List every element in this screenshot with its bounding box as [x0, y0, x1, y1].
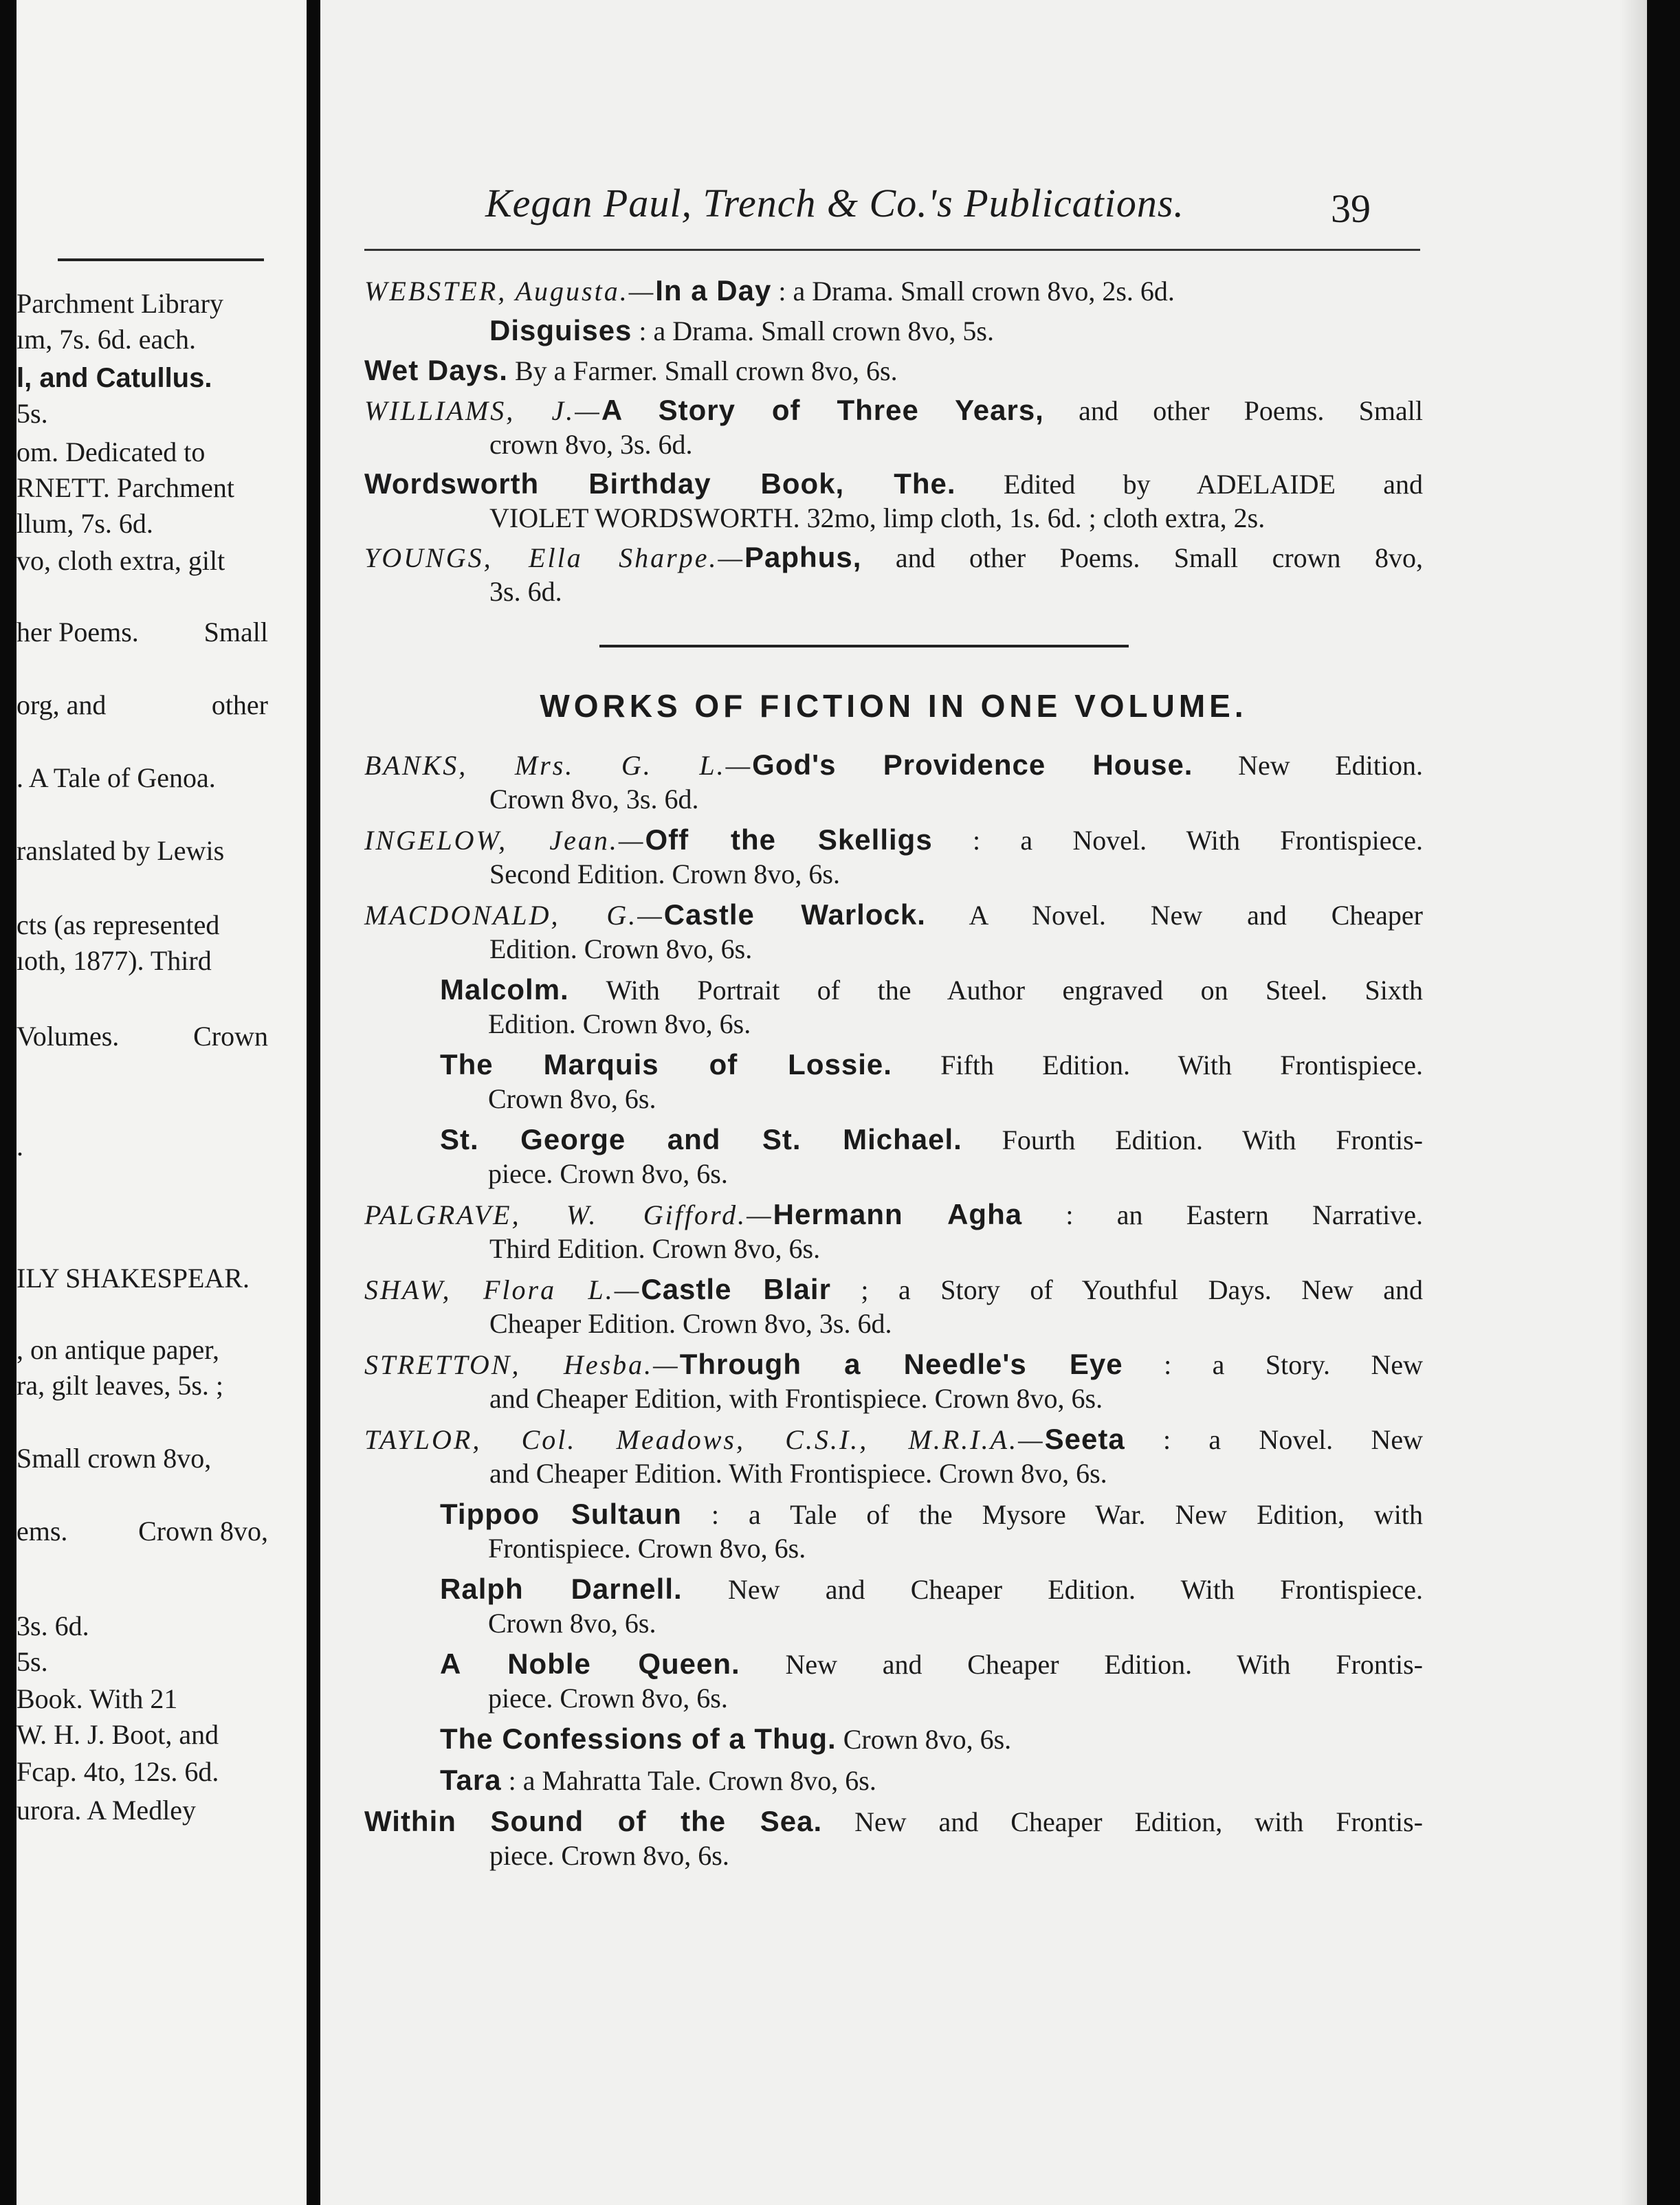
section-divider — [599, 645, 1129, 647]
entry-first-line — [364, 393, 1423, 428]
entry-details: and other Poems. Small crown 8vo, — [861, 542, 1423, 573]
left-page-line — [16, 362, 268, 395]
left-page-line-text: org, and — [16, 689, 107, 720]
entry-first-line — [364, 313, 1423, 348]
entry-title: Malcolm. — [440, 973, 569, 1006]
entry-continuation: Edition. Crown 8vo, 6s. — [488, 1008, 751, 1039]
entry-first-line — [364, 1763, 1423, 1797]
entry-title: God's Providence House. — [752, 749, 1193, 781]
entry-title: Ralph Darnell. — [440, 1573, 683, 1605]
entry-author: PALGRAVE, W. Gifford.— — [364, 1199, 773, 1230]
left-page-line — [16, 1333, 268, 1366]
entry-title: St. George and St. Michael. — [440, 1123, 962, 1155]
entry-details: : a Mahratta Tale. Crown 8vo, 6s. — [501, 1765, 876, 1796]
left-page-fragment — [16, 0, 307, 2205]
entry-first-line — [364, 467, 1423, 501]
fiction-entry — [364, 1572, 1423, 1640]
entry-details: Crown 8vo, 6s. — [836, 1724, 1012, 1755]
entry-details: By a Farmer. Small crown 8vo, 6s. — [507, 355, 898, 386]
entry-details: : a Novel. With Frontispiece. — [932, 825, 1423, 856]
left-page-line — [16, 1683, 268, 1716]
entry-details: : a Story. New — [1123, 1349, 1423, 1380]
left-page-rule — [58, 258, 264, 261]
left-page-line — [16, 323, 268, 356]
entry-continuation: VIOLET WORDSWORTH. 32mo, limp cloth, 1s. 6d. ; cloth extra, 2s. — [489, 502, 1265, 533]
entry-first-line — [364, 353, 1423, 388]
left-page-line — [16, 436, 268, 469]
entry-continuation: Second Edition. Crown 8vo, 6s. — [489, 858, 840, 889]
entry-first-line — [364, 1804, 1423, 1839]
entry-continuation: Frontispiece. Crown 8vo, 6s. — [488, 1533, 806, 1564]
left-page-line-text: om. Dedicated to — [16, 436, 206, 467]
fiction-entry — [364, 1122, 1423, 1190]
left-page-line-tail: Small — [203, 617, 268, 647]
left-page-line — [16, 472, 268, 505]
catalog-entry — [364, 274, 1423, 308]
entry-title: In a Day — [655, 274, 772, 307]
entry-details: Edited by ADELAIDE and — [955, 469, 1423, 500]
left-page-line-tail: Crown — [193, 1021, 268, 1052]
entry-first-line — [364, 823, 1423, 857]
entry-author: STRETTON, Hesba.— — [364, 1349, 680, 1380]
fiction-entry — [364, 1197, 1423, 1265]
entry-continuation: Crown 8vo, 3s. 6d. — [489, 784, 699, 815]
left-page-line-text: Parchment Library — [16, 288, 223, 319]
entry-details: New and Cheaper Edition. With Frontis- — [740, 1649, 1423, 1680]
left-page-line — [16, 1646, 268, 1678]
fiction-entry — [364, 1347, 1423, 1415]
left-page-line — [16, 1130, 268, 1163]
entry-first-line — [364, 1497, 1423, 1531]
entry-first-line — [364, 274, 1423, 308]
left-page-line — [16, 1755, 268, 1788]
left-page-line-text: , on antique paper, — [16, 1334, 219, 1365]
entry-first-line — [364, 1572, 1423, 1606]
entry-title: Disguises — [489, 314, 632, 346]
left-page-line — [16, 1610, 268, 1643]
book-spine — [307, 0, 320, 2205]
left-page-line-text: Fcap. 4to, 12s. 6d. — [16, 1756, 219, 1787]
entry-details: ; a Story of Youthful Days. New and — [830, 1274, 1423, 1305]
left-page-line-text: vo, cloth extra, gilt — [16, 545, 225, 576]
entry-first-line — [364, 748, 1423, 782]
left-page-line — [16, 909, 268, 942]
catalog-entry — [364, 540, 1423, 608]
entry-title: The Confessions of a Thug. — [440, 1722, 837, 1755]
entry-details: : a Tale of the Mysore War. New Edition, with — [681, 1499, 1423, 1530]
entry-author: BANKS, Mrs. G. L.— — [364, 750, 753, 781]
left-page-line — [16, 1369, 268, 1402]
entry-title: Castle Warlock. — [663, 898, 926, 931]
entry-first-line — [364, 540, 1423, 575]
left-page-line-text: l, and Catullus. — [16, 363, 212, 393]
entry-author: INGELOW, Jean.— — [364, 825, 645, 856]
running-head: Kegan Paul, Trench & Co.'s Publications. — [485, 181, 1184, 225]
left-page-line — [16, 397, 268, 430]
left-page-line-text: Volumes. — [16, 1021, 120, 1052]
page-edge-shadow — [1620, 0, 1647, 2205]
entry-continuation: Cheaper Edition. Crown 8vo, 3s. 6d. — [489, 1308, 892, 1339]
entry-title: Through a Needle's Eye — [679, 1348, 1123, 1380]
entry-first-line — [364, 1647, 1423, 1681]
entry-title: Tara — [440, 1764, 502, 1796]
entry-title: Wordsworth Birthday Book, The. — [364, 467, 956, 500]
entry-continuation: 3s. 6d. — [489, 576, 562, 607]
fiction-entry — [364, 1647, 1423, 1715]
fiction-entry — [364, 1722, 1423, 1756]
entry-details: : a Drama. Small crown 8vo, 2s. 6d. — [771, 276, 1175, 307]
entry-author: YOUNGS, Ella Sharpe.— — [364, 542, 745, 573]
left-page-line — [16, 1262, 268, 1295]
fiction-entry — [364, 748, 1423, 816]
entry-title: Hermann Agha — [773, 1198, 1023, 1230]
fiction-entry — [364, 1497, 1423, 1565]
entry-title: Seeta — [1044, 1423, 1125, 1455]
fiction-entry — [364, 1272, 1423, 1340]
entry-details: : a Novel. New — [1125, 1424, 1423, 1455]
entry-continuation: and Cheaper Edition. With Frontispiece. Crown 8vo, 6s. — [489, 1458, 1107, 1489]
left-page-line-text: Small crown 8vo, — [16, 1443, 212, 1474]
entry-title: A Noble Queen. — [440, 1648, 740, 1680]
left-page-line-text: ILY SHAKESPEAR. — [16, 1263, 250, 1294]
left-page-line — [16, 944, 268, 977]
entry-first-line — [364, 1722, 1423, 1756]
left-page-line-tail: Crown 8vo, — [138, 1516, 268, 1547]
left-page-line — [16, 762, 268, 795]
left-page-line-text: 5s. — [16, 398, 48, 429]
entry-first-line — [364, 1347, 1423, 1382]
left-page-line — [16, 1794, 268, 1827]
entry-title: Tippoo Sultaun — [440, 1498, 682, 1530]
fiction-entry — [364, 973, 1423, 1041]
entry-continuation: piece. Crown 8vo, 6s. — [489, 1840, 729, 1871]
left-page-line — [16, 616, 268, 649]
left-page-line-text: her Poems. — [16, 617, 139, 647]
fiction-entry — [364, 823, 1423, 891]
entry-first-line — [364, 973, 1423, 1007]
fiction-entry — [364, 1763, 1423, 1797]
entry-author: MACDONALD, G.— — [364, 900, 664, 931]
entry-details: New and Cheaper Edition. With Frontispiece. — [682, 1574, 1423, 1605]
entry-continuation: Edition. Crown 8vo, 6s. — [489, 933, 753, 964]
left-page-line — [16, 544, 268, 577]
right-scan-border — [1647, 0, 1680, 2205]
right-page — [320, 0, 1647, 2205]
catalog-entry — [364, 353, 1423, 388]
left-page-line-text: ıoth, 1877). Third — [16, 945, 212, 976]
left-page-line — [16, 1020, 268, 1053]
fiction-entry — [364, 1804, 1423, 1872]
left-page-line — [16, 1515, 268, 1548]
fiction-entry — [364, 1422, 1423, 1490]
entry-first-line — [364, 1197, 1423, 1232]
catalog-entry — [364, 467, 1423, 535]
left-page-line-text: Book. With 21 — [16, 1683, 178, 1714]
left-page-line-text: . — [16, 1131, 23, 1162]
left-page-line — [16, 1442, 268, 1475]
entry-details: Fourth Edition. With Frontis- — [962, 1124, 1423, 1155]
left-page-line-text: . A Tale of Genoa. — [16, 762, 216, 793]
left-page-line-text: cts (as represented — [16, 909, 220, 940]
left-page-line-text: ra, gilt leaves, 5s. ; — [16, 1370, 224, 1401]
entry-details: New and Cheaper Edition, with Frontis- — [822, 1806, 1423, 1837]
entry-first-line — [364, 1048, 1423, 1082]
entry-continuation: Crown 8vo, 6s. — [488, 1083, 656, 1114]
left-page-line-text: W. H. J. Boot, and — [16, 1719, 219, 1750]
entry-continuation: piece. Crown 8vo, 6s. — [488, 1683, 728, 1714]
entry-details: and other Poems. Small — [1043, 395, 1423, 426]
left-page-line — [16, 1718, 268, 1751]
entry-author: WILLIAMS, J.— — [364, 395, 601, 426]
entry-details: Fifth Edition. With Frontispiece. — [892, 1050, 1423, 1081]
entry-continuation: piece. Crown 8vo, 6s. — [488, 1158, 728, 1189]
left-page-line-text: ım, 7s. 6d. each. — [16, 324, 197, 355]
entry-continuation: and Cheaper Edition, with Frontispiece. Crown 8vo, 6s. — [489, 1383, 1103, 1414]
entry-title: Off the Skelligs — [645, 823, 933, 856]
section-title: WORKS OF FICTION IN ONE VOLUME. — [540, 688, 1248, 724]
left-page-line-text: 5s. — [16, 1646, 48, 1677]
fiction-entries — [364, 748, 1423, 1879]
entry-details: New Edition. — [1193, 750, 1423, 781]
header-rule — [364, 249, 1420, 251]
entry-details: With Portrait of the Author engraved on Steel. Sixth — [568, 975, 1423, 1006]
fiction-entry — [364, 898, 1423, 966]
left-page-line-text: RNETT. Parchment — [16, 472, 234, 503]
left-page-line — [16, 834, 268, 867]
entry-details: : an Eastern Narrative. — [1022, 1199, 1423, 1230]
catalog-entry — [364, 393, 1423, 461]
entry-first-line — [364, 1122, 1423, 1157]
entry-first-line — [364, 1272, 1423, 1307]
entry-first-line — [364, 898, 1423, 932]
left-page-line-text: ems. — [16, 1516, 68, 1547]
left-page-line — [16, 507, 268, 540]
catalog-entry — [364, 313, 1423, 348]
entry-title: Within Sound of the Sea. — [364, 1805, 823, 1837]
entry-title: A Story of Three Years, — [601, 394, 1044, 426]
entry-author: SHAW, Flora L.— — [364, 1274, 641, 1305]
entry-title: Paphus, — [744, 541, 862, 573]
left-page-line-tail: other — [211, 689, 268, 720]
entry-continuation: crown 8vo, 3s. 6d. — [489, 429, 693, 460]
entry-author: TAYLOR, Col. Meadows, C.S.I., M.R.I.A.— — [364, 1424, 1045, 1455]
entry-author: WEBSTER, Augusta.— — [364, 276, 656, 307]
left-page-line — [16, 287, 268, 320]
entry-first-line — [364, 1422, 1423, 1456]
left-page-line-text: llum, 7s. 6d. — [16, 508, 153, 539]
entry-details: A Novel. New and Cheaper — [925, 900, 1424, 931]
left-page-line — [16, 689, 268, 722]
left-page-line-text: ranslated by Lewis — [16, 835, 225, 866]
poetry-entries — [364, 274, 1423, 614]
entry-continuation: Third Edition. Crown 8vo, 6s. — [489, 1233, 821, 1264]
fiction-entry — [364, 1048, 1423, 1116]
entry-continuation: Crown 8vo, 6s. — [488, 1608, 656, 1639]
left-page-line-text: 3s. 6d. — [16, 1610, 89, 1641]
left-page-line-text: urora. A Medley — [16, 1795, 197, 1826]
left-scan-border — [0, 0, 16, 2205]
entry-title: Wet Days. — [364, 354, 508, 386]
page-number: 39 — [1331, 186, 1371, 231]
entry-details: : a Drama. Small crown 8vo, 5s. — [632, 315, 994, 346]
entry-title: The Marquis of Lossie. — [440, 1048, 892, 1081]
entry-title: Castle Blair — [641, 1273, 831, 1305]
